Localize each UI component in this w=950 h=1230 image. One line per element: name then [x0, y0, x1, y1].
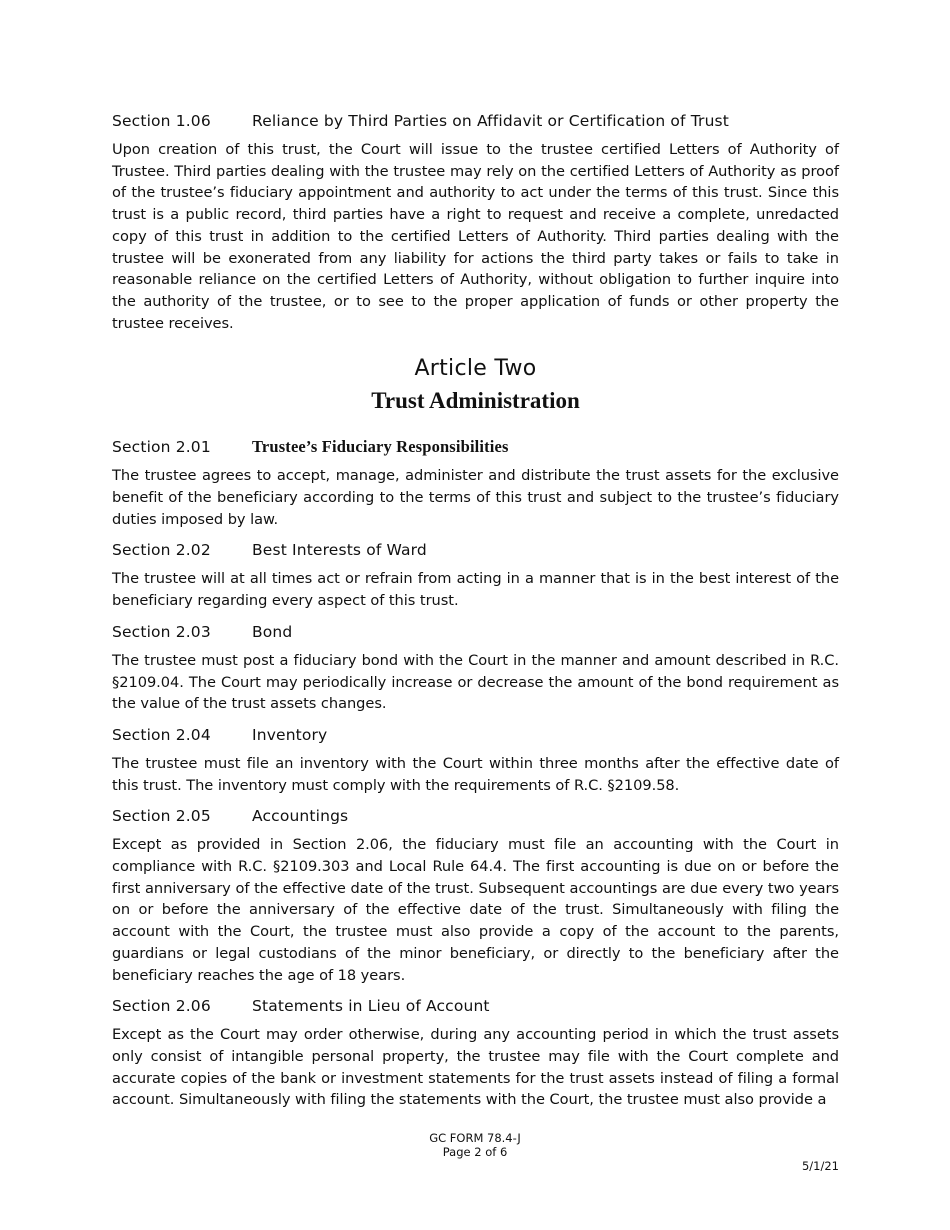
article-subtitle: Trust Administration [371, 388, 580, 414]
section-heading [112, 724, 839, 746]
section-title: Accountings [252, 807, 349, 826]
form-number: GC FORM 78.4-J [429, 1131, 521, 1145]
section-body: Except as the Court may order otherwise, during any accounting period in which the trust assets only consist of intangible personal property, the trustee may file with the Court complete and accurate copies of the bank or investment statements for the trust assets instead of filing a formal account. Simultaneously with filing the statements with the Court, the trustee must also provide a [112, 1026, 839, 1109]
section-title: Statements in Lieu of Account [252, 997, 490, 1016]
document-page [112, 110, 839, 1120]
page-footer [0, 1131, 950, 1159]
section-heading [112, 539, 839, 561]
section-title: Trustee’s Fiduciary Responsibilities [252, 437, 509, 457]
section-title: Best Interests of Ward [252, 541, 427, 560]
section-number: Section 2.02 [112, 541, 211, 560]
section-body: The trustee will at all times act or refrain from acting in a manner that is in the best interest of the beneficiary regarding every aspect of this trust. [112, 570, 839, 610]
revision-date: 5/1/21 [801, 1159, 839, 1173]
page-number: Page 2 of 6 [442, 1145, 508, 1159]
section-heading [112, 621, 839, 643]
section-title: Reliance by Third Parties on Affidavit or Certification of Trust [252, 112, 730, 130]
section-body: Upon creation of this trust, the Court will issue to the trustee certified Letters of Authority of Trustee. Third parties dealing with the trustee may rely on the certified Letters of Authority as proof of the trustee’s fiduciary appointment and authority to act under the terms of this trust. Since this trust is a public record, third parties have a right to request and receive a complete, unredacted copy of this trust in addition to the certified Letters of Authority. Third parties dealing with the trustee will be exonerated from any liability for actions the third party takes or fails to take in reasonable reliance on the certified Letters of Authority, without obligation to further inquire into the authority of the trustee, or to see to the proper application of funds or other property the trustee receives. [112, 141, 839, 332]
section-heading [112, 805, 839, 827]
article-title: Article Two [414, 356, 537, 382]
section-title: Inventory [252, 725, 328, 744]
section-body: The trustee must post a fiduciary bond with the Court in the manner and amount described in R.C. §2109.04. The Court may periodically increase or decrease the amount of the bond requirement as the value of the trust assets changes. [112, 651, 839, 713]
section-number: Section 1.06 [112, 112, 211, 130]
section-heading [112, 436, 839, 458]
section-body: The trustee agrees to accept, manage, administer and distribute the trust assets for the exclusive benefit of the beneficiary according to the terms of this trust and subject to the trustee’s fiduciary duties imposed by law. [112, 467, 839, 528]
section-number: Section 2.05 [112, 807, 211, 826]
section-number: Section 2.04 [112, 725, 211, 744]
section-heading [112, 995, 839, 1017]
section-title: Bond [252, 622, 293, 641]
section-number: Section 2.03 [112, 622, 211, 641]
section-body: The trustee must file an inventory with the Court within three months after the effective date of this trust. The inventory must comply with the requirements of R.C. §2109.58. [112, 754, 839, 794]
section-number: Section 2.06 [112, 997, 211, 1016]
section-body: Except as provided in Section 2.06, the fiduciary must file an accounting with the Court in compliance with R.C. §2109.303 and Local Rule 64.4. The first accounting is due on or before the first anniversary of the effective date of the trust. Subsequent accountings are due every two years on or before the anniversary of the effective date of the trust. Simultaneously with filing the account with the Court, the trustee must also provide a copy of the account to the parents, guardians or legal custodians of the minor beneficiary, or directly to the beneficiary after the beneficiary reaches the age of 18 years. [112, 836, 839, 984]
section-number: Section 2.01 [112, 438, 211, 457]
section-heading [112, 110, 839, 132]
